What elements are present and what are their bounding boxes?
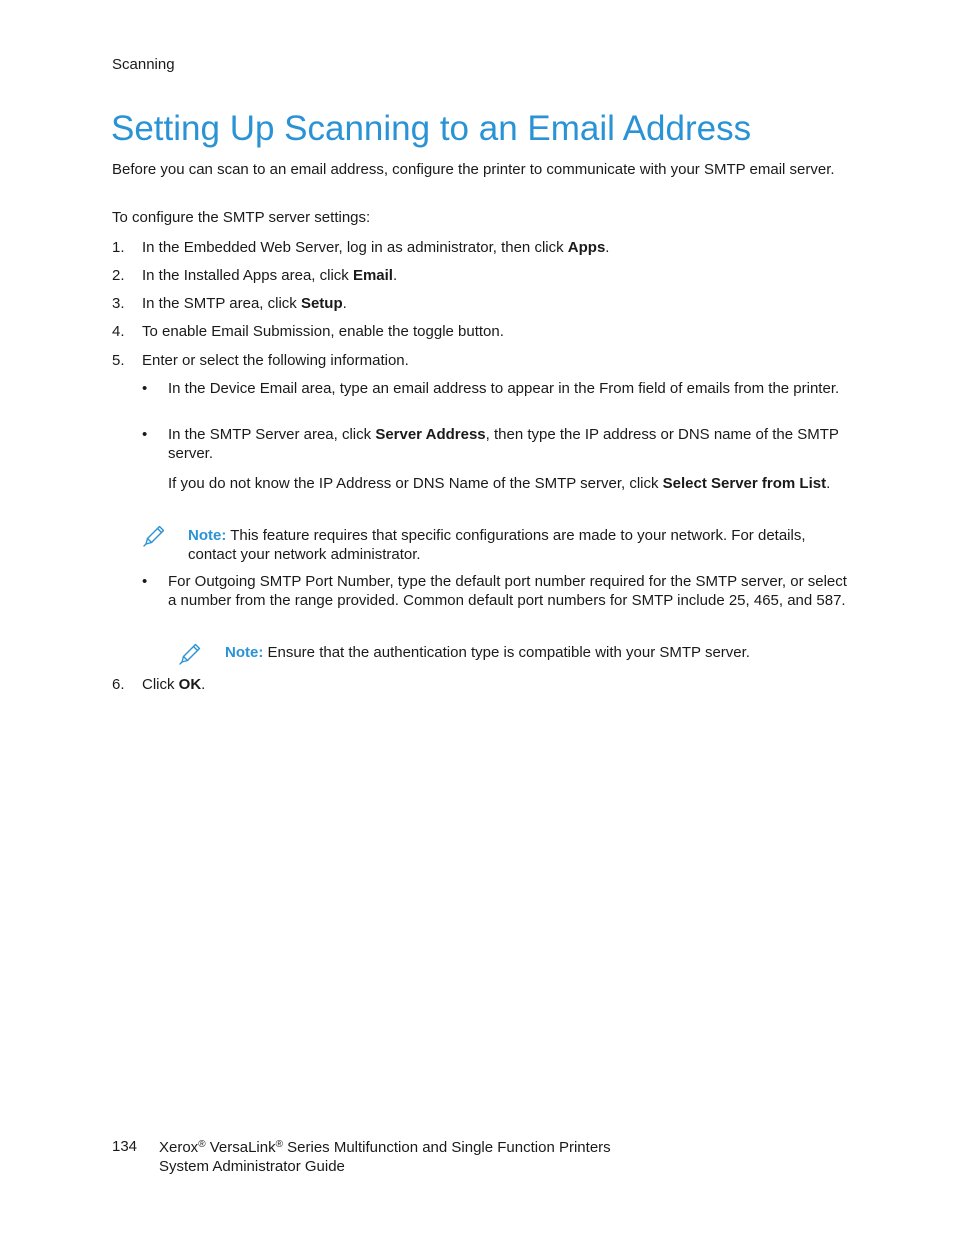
email-link-label: Email bbox=[352, 267, 393, 284]
step-text: Click OK. bbox=[142, 676, 206, 693]
page-number: 134 bbox=[112, 1138, 138, 1155]
note-label: Note: bbox=[225, 644, 264, 661]
lead-paragraph: To configure the SMTP server settings: bbox=[112, 209, 371, 226]
step-number: 6. bbox=[112, 676, 125, 693]
step-number: 4. bbox=[112, 323, 125, 340]
step-number: 3. bbox=[112, 295, 125, 312]
page-title: Setting Up Scanning to an Email Address bbox=[111, 109, 752, 148]
guide-name: System Administrator Guide bbox=[159, 1158, 345, 1175]
bullet-text: For Outgoing SMTP Port Number, type the default port number required for the SMTP server, or select a number from the range provided. Common default port numbers for SMTP include 25, 465, and 587. bbox=[168, 573, 847, 609]
note-label: Note: bbox=[188, 527, 227, 544]
running-header: Scanning bbox=[112, 56, 175, 73]
step-text: To enable Email Submission, enable the toggle button. bbox=[142, 323, 504, 340]
select-server-from-list-label: Select Server from List bbox=[662, 475, 827, 492]
intro-paragraph: Before you can scan to an email address, configure the printer to communicate with your SMTP email server. bbox=[112, 161, 835, 178]
note-authentication: Note: Ensure that the authentication type is compatible with your SMTP server. bbox=[225, 644, 750, 661]
apps-link-label: Apps bbox=[567, 239, 606, 256]
note-network-config: Note: This feature requires that specific configurations are made to your network. For details, contact your network administrator. bbox=[188, 527, 806, 563]
footer-title bbox=[159, 1138, 719, 1176]
product-line: Xerox® VersaLink® Series Multifunction and Single Function Printers bbox=[159, 1139, 611, 1156]
step-text: In the Installed Apps area, click Email. bbox=[142, 267, 398, 284]
pencil-icon bbox=[177, 641, 203, 667]
bullet-text: In the SMTP Server area, click Server Address, then type the IP address or DNS name of the SMTP server. bbox=[168, 426, 839, 462]
step-number: 2. bbox=[112, 267, 125, 284]
bullet-marker: • bbox=[142, 426, 148, 443]
step-text: In the Embedded Web Server, log in as administrator, then click Apps. bbox=[142, 239, 610, 256]
bullet-marker: • bbox=[142, 573, 148, 590]
setup-link-label: Setup bbox=[300, 295, 343, 312]
pencil-icon bbox=[141, 523, 167, 549]
ok-label: OK bbox=[178, 676, 202, 693]
server-address-label: Server Address bbox=[375, 426, 486, 443]
bullet-text: In the Device Email area, type an email address to appear in the From field of emails from the printer. bbox=[168, 380, 840, 397]
step-text: In the SMTP area, click Setup. bbox=[142, 295, 347, 312]
step-number: 1. bbox=[112, 239, 125, 256]
step-text: Enter or select the following information. bbox=[142, 352, 409, 369]
bullet-marker: • bbox=[142, 380, 148, 397]
step-number: 5. bbox=[112, 352, 125, 369]
select-server-paragraph: If you do not know the IP Address or DNS Name of the SMTP server, click Select Server from List. bbox=[168, 475, 831, 492]
